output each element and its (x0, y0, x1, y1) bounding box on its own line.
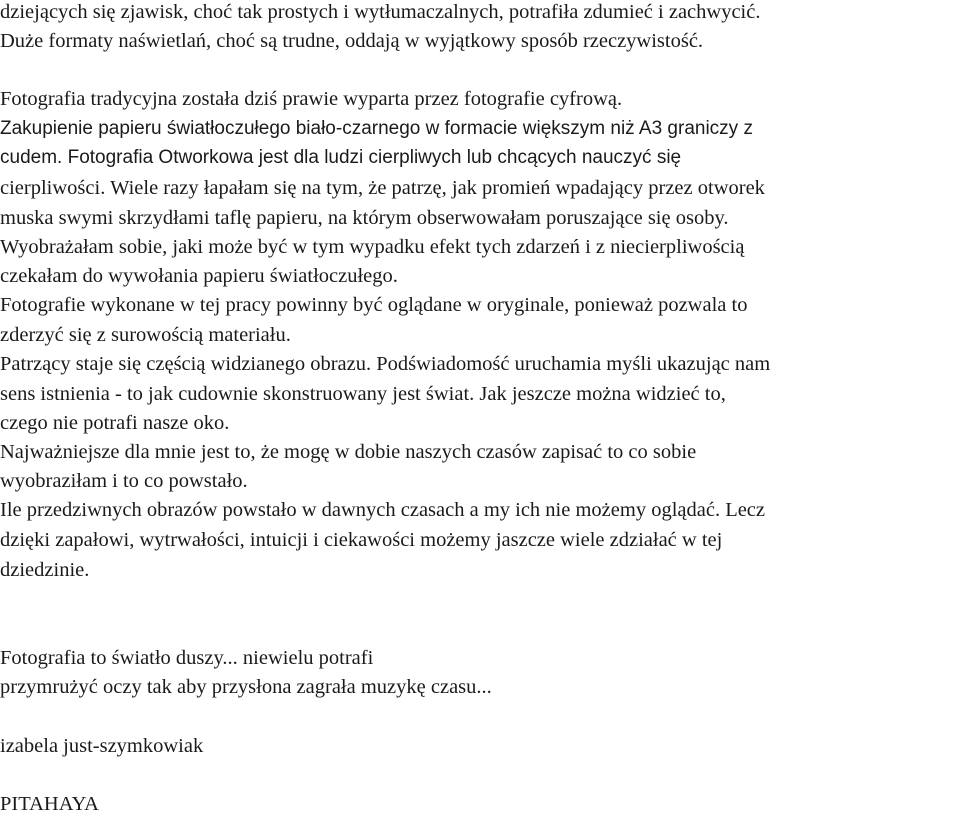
text-line: Ile przedziwnych obrazów powstało w dawnych czasach a my ich nie możemy oglądać. Lecz (0, 499, 766, 521)
text-line: dziedzinie. (0, 559, 90, 581)
text-line: cierpliwości. Wiele razy łapałam się na tym, że patrzę, jak promień wpadający przez otworek (0, 177, 765, 199)
text-line: sens istnienia - to jak cudownie skonstruowany jest świat. Jak jeszcze można widzieć to, (0, 383, 726, 405)
author-name: izabela just-szymkowiak (0, 735, 204, 757)
poem-line: przymrużyć oczy tak aby przysłona zagrała muzykę czasu... (0, 676, 492, 698)
text-line: muska swymi skrzydłami taflę papieru, na którym obserwowałam poruszające się osoby. (0, 207, 729, 229)
text-line: Zakupienie papieru światłoczułego biało-czarnego w formacie większym niż A3 graniczy z (0, 118, 753, 139)
text-line: Patrzący staje się częścią widzianego obrazu. Podświadomość uruchamia myśli ukazując nam (0, 353, 771, 375)
text-line: czego nie potrafi nasze oko. (0, 412, 230, 434)
poem-line: Fotografia to światło duszy... niewielu potrafi (0, 647, 374, 669)
text-line: cudem. Fotografia Otworkowa jest dla ludzi cierpliwych lub chcących nauczyć się (0, 147, 682, 168)
text-line: Fotografie wykonane w tej pracy powinny być oglądane w oryginale, ponieważ pozwala to (0, 294, 748, 316)
text-line: dzięki zapałowi, wytrwałości, intuicji i ciekawości możemy jaszcze wiele zdziałać w tej (0, 529, 723, 551)
text-line: dziejących się zjawisk, choć tak prostych i wytłumaczalnych, potrafiła zdumieć i zachwycić. (0, 1, 761, 23)
signature-title: PITAHAYA (0, 793, 99, 815)
text-line: Wyobrażałam sobie, jaki może być w tym wypadku efekt tych zdarzeń i z niecierpliwością (0, 236, 745, 258)
text-line: zderzyć się z surowością materiału. (0, 324, 291, 346)
text-line: Najważniejsze dla mnie jest to, że mogę w dobie naszych czasów zapisać to co sobie (0, 441, 697, 463)
text-line: wyobraziłam i to co powstało. (0, 470, 248, 492)
text-line: czekałam do wywołania papieru światłoczułego. (0, 265, 398, 287)
text-line: Duże formaty naświetlań, choć są trudne, oddają w wyjątkowy sposób rzeczywistość. (0, 30, 704, 52)
text-line: Fotografia tradycyjna została dziś prawie wyparta przez fotografie cyfrową. (0, 88, 623, 110)
